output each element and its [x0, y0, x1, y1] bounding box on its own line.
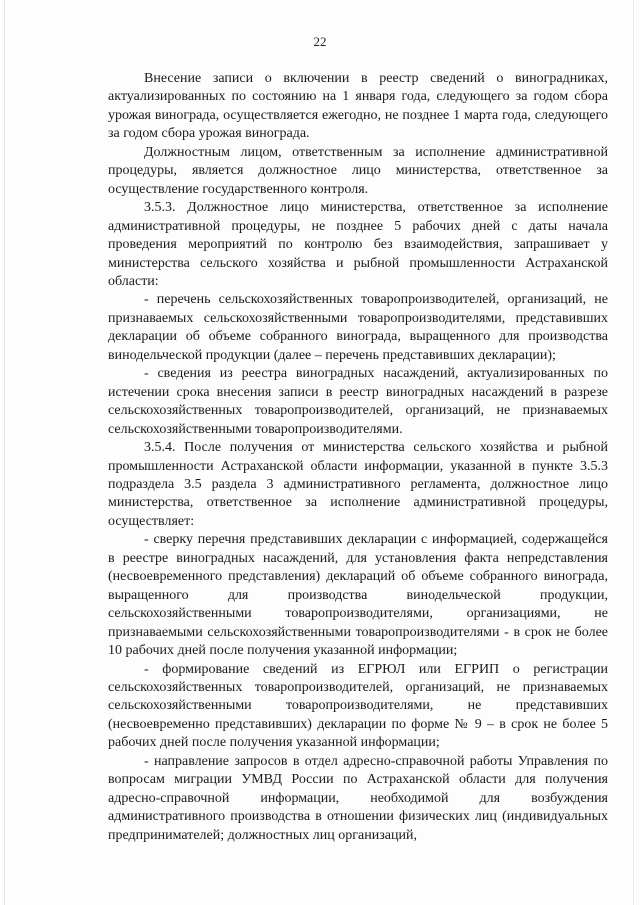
list-item-egrul-egrip: - формирование сведений из ЕГРЮЛ или ЕГРИП о регистрации сельскохозяйственных товаропроизводителей, организаций, не признаваемых сельскохозяйственными товаропроизводителями, не представивших (несвоевременно представивших) декларации по форме № 9 – в срок не более 5 рабочих дней после получения указанной информации; [108, 661, 608, 751]
paragraph-responsible-official: Должностным лицом, ответственным за исполнение административной процедуры, является должностное лицо министерства, ответственное за осуществление государственного контроля. [108, 144, 608, 197]
list-item-registry-data: - сведения из реестра виноградных насаждений, актуализированных по истечении срока внесения записи в реестр виноградных насаждений в разрезе сельскохозяйственных товаропроизводителей, организаций, не признаваемых сельскохозяйственными товаропроизводителями. [108, 366, 608, 437]
scan-edge-left [4, 0, 5, 905]
list-item-declarants-list: - перечень сельскохозяйственных товаропроизводителей, организаций, не признаваемых сельскохозяйственными товаропроизводителями, представивших декларации об объеме собранного винограда, выращенного для производства винодельческой продукции (далее – перечень представивших декларации); [108, 292, 608, 363]
paragraph-3-5-3: 3.5.3. Должностное лицо министерства, ответственное за исполнение административной процедуры, не позднее 5 рабочих дней с даты начала проведения мероприятий по контролю без взаимодействия, запрашивает у министерства сельского хозяйства и рыбной промышленности Астраханской области: [108, 200, 608, 289]
list-item-reconciliation: - сверку перечня представивших декларации с информацией, содержащейся в реестре виноградных насаждений, для установления факта непредставления (несвоевременного представления) деклараций об объеме собранного винограда, выращенного для производства винодельческой продукции, сельскохозяйственными товаропроизводителями, организациями, не признаваемыми сельскохозяйственными товаропроизводителями - в срок не более 10 рабочих дней после получения указанной информации; [108, 532, 608, 659]
paragraph-3-5-4: 3.5.4. После получения от министерства сельского хозяйства и рыбной промышленности Астраханской области информации, указанной в пункте 3.5.3 подраздела 3.5 раздела 3 административного регламента, должностное лицо министерства, ответственное за исполнение административной процедуры, осуществляет: [108, 440, 608, 529]
page-number: 22 [313, 34, 327, 49]
document-body [108, 70, 608, 845]
scan-edge-right [633, 0, 634, 905]
paragraph-registry-entry: Внесение записи о включении в реестр сведений о виноградниках, актуализированных по состоянию на 1 января года, следующего за годом сбора урожая винограда, осуществляется ежегодно, не позднее 1 марта года, следующего за годом сбора урожая винограда. [108, 71, 608, 142]
list-item-migration-requests: - направление запросов в отдел адресно-справочной работы Управления по вопросам миграции УМВД России по Астраханской области для получения адресно-справочной информации, необходимой для возбуждения административного производства в отношении физических лиц (индивидуальных предпринимателей; должностных лиц организаций, [108, 753, 608, 843]
